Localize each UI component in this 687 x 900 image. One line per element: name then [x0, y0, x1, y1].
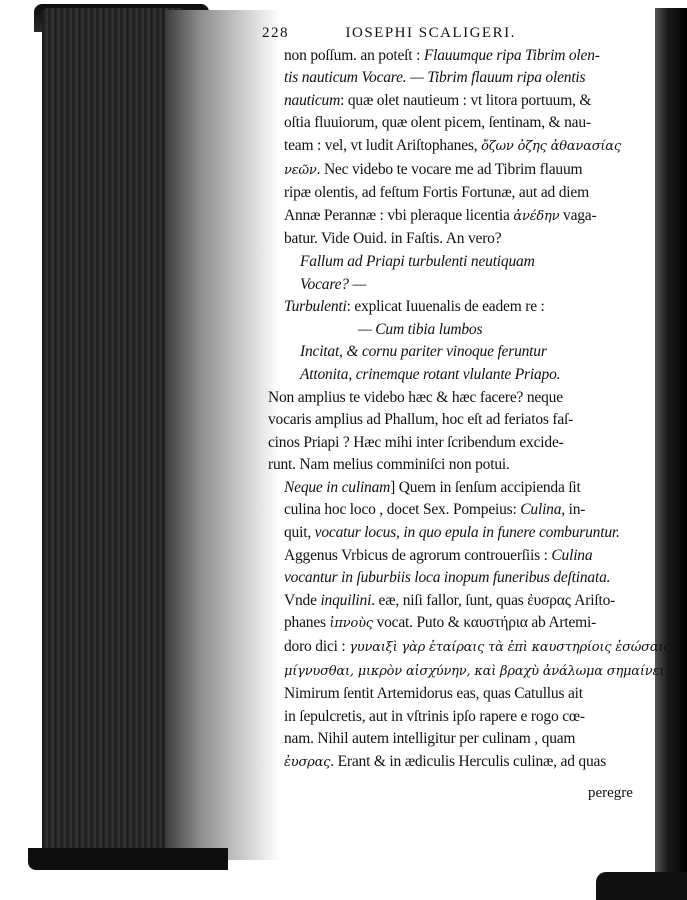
- text-line: nauticum: quæ olet nautieum : vt litora portuum, &: [284, 91, 592, 109]
- text-line: nam. Nihil autem intelligitur per culinam , quam: [284, 730, 576, 748]
- text-line: phanes ἰπνοὺς vocat. Puto & καυστήρια ab Artemi-: [284, 614, 597, 632]
- text-line: Nimirum ſentit Artemidorus eas, quas Catullus ait: [284, 685, 583, 703]
- verse-line: Fallum ad Priapi turbulenti neutiquam: [300, 252, 535, 270]
- text-line: Turbulenti: explicat Iuuenalis de eadem re :: [284, 298, 545, 316]
- text-line: vocaris amplius ad Phallum, hoc eſt ad feriatos faſ-: [268, 411, 574, 429]
- book-corner: [596, 872, 687, 900]
- page-edges: [42, 8, 182, 862]
- page-body: [262, 22, 671, 822]
- text-line: Aggenus Vrbicus de agrorum controuerſiis : Culina: [284, 546, 593, 564]
- text-line: ἐυσρας. Erant & in ædiculis Herculis culinæ, ad quas: [284, 753, 607, 770]
- text-line: vocantur in ſuburbiis loca inopum funeribus deſtinata.: [284, 569, 611, 587]
- verse-line: Incitat, & cornu pariter vinoque feruntur: [300, 343, 547, 361]
- text-line: non poſſum. an poteſt : Flauumque ripa Tibrim olen-: [284, 46, 600, 64]
- text-line: μίγνυσθαι, μικρὸν αἰσχύνην, καὶ βραχὺ ἀνάλωμα σημαίνει.: [284, 663, 669, 679]
- text-line: ripæ olentis, ad feſtum Fortis Fortunæ, aut ad diem: [284, 184, 589, 202]
- text-line: cinos Priapi ? Hæc mihi inter ſcribendum excide-: [268, 433, 564, 451]
- text-line: doro dici : γυναιξὶ γὰρ ἑταίραις τὰ ἐπὶ καυστηρίοις ἑσώσαις: [284, 638, 671, 656]
- text-line: quit, vocatur locus, in quo epula in funere comburuntur.: [284, 524, 620, 542]
- verse-line: — Cum tibia lumbos: [358, 320, 483, 338]
- text-line: oſtia fluuiorum, quæ olent picem, ſentinam, & nau-: [284, 114, 591, 132]
- verse-line: Vocare? —: [300, 275, 367, 293]
- running-head-title: IOSEPHI SCALIGERI.: [345, 25, 516, 41]
- text-line: Neque in culinam] Quem in ſenſum accipienda ſit: [284, 478, 581, 496]
- running-head: [262, 22, 667, 45]
- catchword: peregre: [588, 785, 633, 801]
- page-number: 228: [262, 25, 289, 41]
- book-edge-bottom: [28, 848, 228, 870]
- text-line: νεῶν. Nec videbo te vocare me ad Tibrim flauum: [284, 160, 583, 178]
- text-line: Annæ Perannæ : vbi pleraque licentia ἀνέδην vaga-: [284, 206, 597, 224]
- text-line: Non amplius te videbo hæc & hæc facere? neque: [268, 388, 563, 406]
- text-line: team : vel, vt ludit Ariſtophanes, ὄζων ὀζης ἀθανασίας: [284, 136, 621, 154]
- text-line: batur. Vide Ouid. in Faſtis. An vero?: [284, 230, 502, 248]
- text-line: Vnde inquilini. eæ, niſi fallor, ſunt, quas ἐυσρας Ariſto-: [284, 591, 616, 609]
- text-line: culina hoc loco , docet Sex. Pompeius: Culina, in-: [284, 501, 586, 519]
- text-line: in ſepulcretis, aut in vſtrinis ipſo rapere e rogo cœ-: [284, 707, 585, 725]
- text-line: tis nauticum Vocare. — Tibrim flauum ripa olentis: [284, 69, 586, 87]
- text-line: runt. Nam melius comminiſci non potui.: [268, 456, 510, 474]
- verse-line: Attonita, crinemque rotant vlulante Priapo.: [300, 365, 561, 383]
